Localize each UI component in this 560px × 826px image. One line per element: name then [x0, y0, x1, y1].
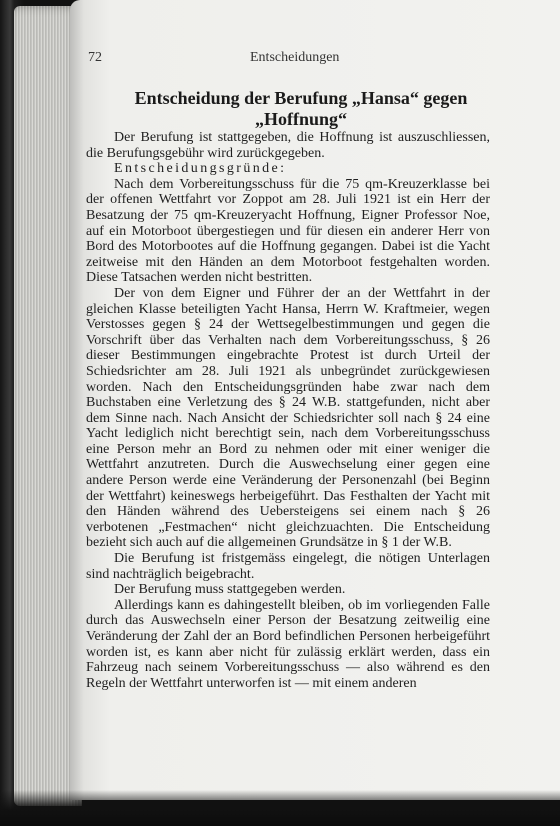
paragraph-1: Der Berufung ist stattgegeben, die Hoffnung ist auszuschliessen, die Berufungsgebühr wird zurückgegeben. — [86, 130, 490, 161]
paragraph-2: Nach dem Vorbereitungsschuss für die 75 qm-Kreuzerklasse bei der offenen Wettfahrt vor Zoppot am 28. Juli 1921 ist ein Herr der Besatzung der 75 qm-Kreuzeryacht Hoffnung, Eigner Professor Noe, auf ein Motorboot übergestiegen und für diesen ein anderer Herr von Bord des Motorbootes auf die Hoffnung gegangen. Dabei ist die Yacht zeitweise mit den Händen an dem Motorboot festgehalten worden. Diese Tatsachen werden nicht bestritten. — [86, 176, 490, 286]
bottom-shadow — [0, 790, 560, 826]
running-head: Entscheidungen — [250, 50, 340, 65]
paragraph-3: Der von dem Eigner und Führer der an der Wettfahrt in der gleichen Klasse beteiligten Yacht Hansa, Herrn W. Kraftmeier, wegen Verstosses gegen § 24 der Wettsegelbestimmungen und gegen die Vorschrift über das Verhalten nach dem Vorbereitungsschuss, § 26 dieser Bestimmungen eingebrachte Protest ist durch Urteil der Schiedsrichter am 28. Juli 1921 als unbegründet zurückgewiesen worden. Nach den Entscheidungsgründen habe zwar nach dem Buchstaben eine Verletzung des § 24 W.B. stattgefunden, nicht aber dem Sinne nach. Nach Ansicht der Schiedsrichter soll nach § 24 eine Yacht lediglich nicht berechtigt sein, nach dem Vorbereitungsschuss eine Person mehr an Bord zu nehmen oder mit einer weniger die Wettfahrt anzutreten. Durch die Auswechselung einer gegen eine andere Person werde eine Veränderung der Personenzahl (bei Beginn der Wettfahrt) keineswegs herbeigeführt. Das Festhalten der Yacht mit den Händen während des Uebersteigens sei einem nach § 26 verbotenen „Festmachen“ nicht gleichzuachten. Die Entscheidung bezieht sich auch auf die allgemeinen Grundsätze in § 1 der W.B. — [86, 285, 490, 551]
decision-title: Entscheidung der Berufung „Hansa“ gegen „Hoffnung“ — [134, 88, 468, 129]
paragraph-5: Der Berufung muss stattgegeben werden. — [114, 582, 346, 598]
page-number: 72 — [88, 50, 102, 65]
body-text — [86, 130, 490, 691]
paragraph-6: Allerdings kann es dahingestellt bleiben, ob im vorliegenden Falle durch das Auswechseln einer Person der Besatzung zeitweilig eine Veränderung der Zahl der an Bord befindlichen Personen herbeigeführt worden ist, es kann aber nicht für zulässig erklärt werden, dass ein Fahrzeug nach seinem Vorbereitungsschuss — also während es den Regeln der Wettfahrt unterworfen ist — mit einem anderen — [86, 597, 490, 691]
section-heading: Entscheidungsgründe: — [114, 161, 287, 177]
paragraph-4: Die Berufung ist fristgemäss eingelegt, die nötigen Unterlagen sind nachträglich beigebracht. — [86, 551, 490, 582]
